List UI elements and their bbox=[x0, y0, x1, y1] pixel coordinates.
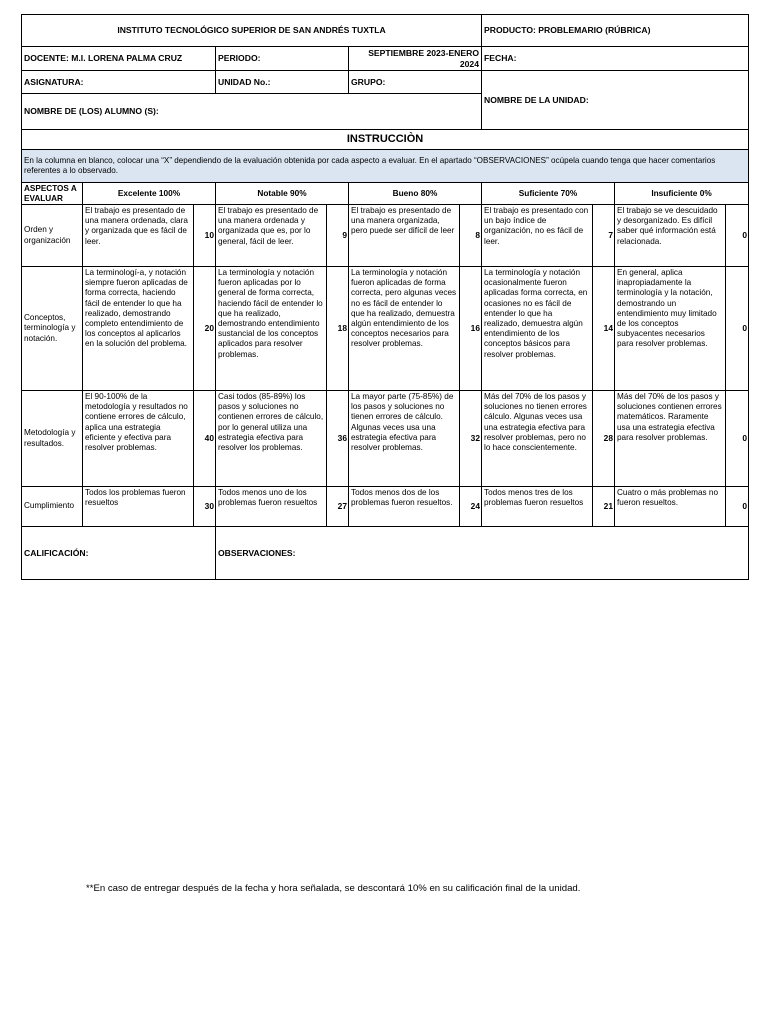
score-cell: 40 bbox=[194, 391, 216, 487]
rubric-sheet bbox=[21, 14, 748, 580]
descriptor-cell: La terminología y notación fueron aplicadas de forma correcta, pero algunas veces no es fácil de entender lo que ha realizado, demuestra algún entendimiento de los conceptos necesarios para resolver problemas. bbox=[349, 267, 460, 391]
descriptor-cell: Todos menos uno de los problemas fueron resueltos bbox=[216, 487, 327, 527]
score-cell: 16 bbox=[460, 267, 482, 391]
level-header-excelente: Excelente 100% bbox=[83, 183, 216, 205]
level-header-notable: Notable 90% bbox=[216, 183, 349, 205]
grade-label: CALIFICACIÓN: bbox=[22, 527, 216, 580]
descriptor-cell: La terminología y notación ocasionalmente fueron aplicadas forma correcta, en ocasiones no es fácil de entender lo que ha realizado, demuestra algún entendimiento de los conceptos básicos para resolver problemas. bbox=[482, 267, 593, 391]
instruction-title: INSTRUCCIÒN bbox=[22, 130, 749, 150]
institute-name: INSTITUTO TECNOLÓGICO SUPERIOR DE SAN ANDRÉS TUXTLA bbox=[22, 15, 482, 47]
score-cell: 21 bbox=[593, 487, 615, 527]
descriptor-cell: Más del 70% de los pasos y soluciones contienen errores matemáticos. Raramente usa una estrategia efectiva para resolver problemas. bbox=[615, 391, 726, 487]
score-cell: 18 bbox=[327, 267, 349, 391]
score-cell: 24 bbox=[460, 487, 482, 527]
descriptor-cell: La mayor parte (75-85%) de los pasos y soluciones no tienen errores de cálculo. Algunas veces usa una estrategia efectiva para resolver problemas. bbox=[349, 391, 460, 487]
score-cell: 28 bbox=[593, 391, 615, 487]
score-cell: 14 bbox=[593, 267, 615, 391]
observations-label: OBSERVACIONES: bbox=[216, 527, 749, 580]
score-cell: 0 bbox=[726, 267, 749, 391]
criterion-label: Orden y organización bbox=[22, 205, 83, 267]
students-label: NOMBRE DE (LOS) ALUMNO (S): bbox=[22, 94, 482, 130]
score-cell: 20 bbox=[194, 267, 216, 391]
rubric-row-metodologia bbox=[22, 391, 749, 487]
descriptor-cell: La terminología y notación fueron aplicadas por lo general de forma correcta, haciendo fácil de entender lo que ha realizado, demostrando entendimiento sustancial de los conceptos aplicados para resolver problemas. bbox=[216, 267, 327, 391]
product-label: PRODUCTO: PROBLEMARIO (RÚBRICA) bbox=[482, 15, 749, 47]
late-delivery-note: **En caso de entregar después de la fecha y hora señalada, se descontará 10% en su calificación final de la unidad. bbox=[86, 883, 581, 894]
descriptor-cell: El trabajo es presentado de una manera ordenada, clara y organizada que es fácil de leer. bbox=[83, 205, 194, 267]
descriptor-cell: Casi todos (85-89%) los pasos y soluciones no contienen errores de cálculo, por lo general utiliza una estrategia efectiva para resolver los problemas. bbox=[216, 391, 327, 487]
score-cell: 30 bbox=[194, 487, 216, 527]
descriptor-cell: El trabajo es presentado de una manera organizada, pero puede ser difícil de leer bbox=[349, 205, 460, 267]
score-cell: 27 bbox=[327, 487, 349, 527]
unit-name-label: NOMBRE DE LA UNIDAD: bbox=[482, 71, 749, 130]
score-cell: 7 bbox=[593, 205, 615, 267]
level-header-bueno: Bueno 80% bbox=[349, 183, 482, 205]
score-cell: 36 bbox=[327, 391, 349, 487]
criterion-label: Conceptos, terminología y notación. bbox=[22, 267, 83, 391]
descriptor-cell: Todos los problemas fueron resueltos bbox=[83, 487, 194, 527]
descriptor-cell: Todos menos tres de los problemas fueron resueltos bbox=[482, 487, 593, 527]
subject-label: ASIGNATURA: bbox=[22, 71, 216, 94]
descriptor-cell: El 90-100% de la metodología y resultados no contiene errores de cálculo, aplica una estrategia eficiente y efectiva para resolver problemas. bbox=[83, 391, 194, 487]
criterion-label: Metodología y resultados. bbox=[22, 391, 83, 487]
period-label: PERIODO: bbox=[216, 47, 349, 71]
descriptor-cell: El trabajo es presentado con un bajo índice de organización, no es fácil de leer. bbox=[482, 205, 593, 267]
score-cell: 8 bbox=[460, 205, 482, 267]
level-header-suficiente: Suficiente 70% bbox=[482, 183, 615, 205]
score-cell: 9 bbox=[327, 205, 349, 267]
period-value: SEPTIEMBRE 2023-ENERO 2024 bbox=[349, 47, 482, 71]
aspects-header: ASPECTOS A EVALUAR bbox=[22, 183, 83, 205]
rubric-table bbox=[21, 14, 749, 580]
score-cell: 0 bbox=[726, 487, 749, 527]
score-cell: 0 bbox=[726, 391, 749, 487]
descriptor-cell: Todos menos dos de los problemas fueron resueltos. bbox=[349, 487, 460, 527]
score-cell: 0 bbox=[726, 205, 749, 267]
level-header-insuficiente: Insuficiente 0% bbox=[615, 183, 749, 205]
descriptor-cell: El trabajo se ve descuidado y desorganizado. Es difícil saber qué información está relacionada. bbox=[615, 205, 726, 267]
descriptor-cell: El trabajo es presentado de una manera ordenada y organizada que es, por lo general, fácil de leer. bbox=[216, 205, 327, 267]
descriptor-cell: En general, aplica inapropiadamente la terminología y la notación, demostrando un entendimiento muy limitado de los conceptos subyacentes necesarios para resolver problemas. bbox=[615, 267, 726, 391]
instruction-text: En la columna en blanco, colocar una “X” dependiendo de la evaluación obtenida por cada aspecto a evaluar. En el apartado “OBSERVACIONES” ocúpela cuando tenga que hacer comentarios referentes a lo observado. bbox=[22, 150, 749, 183]
unit-number-label: UNIDAD No.: bbox=[216, 71, 349, 94]
score-cell: 32 bbox=[460, 391, 482, 487]
descriptor-cell: La terminologí-a, y notación siempre fueron aplicadas de forma correcta, haciendo fácil de entender lo que ha realizado, demostrando completo entendimiento de los conceptos al aplicarlos en la solución del problema. bbox=[83, 267, 194, 391]
rubric-row-orden bbox=[22, 205, 749, 267]
date-label: FECHA: bbox=[482, 47, 749, 71]
teacher-label: DOCENTE: M.I. LORENA PALMA CRUZ bbox=[22, 47, 216, 71]
criterion-label: Cumplimiento bbox=[22, 487, 83, 527]
group-label: GRUPO: bbox=[349, 71, 482, 94]
descriptor-cell: Más del 70% de los pasos y soluciones no tienen errores cálculo. Algunas veces usa una estrategia efectiva para resolver problemas, pero no lo hace conscientemente. bbox=[482, 391, 593, 487]
rubric-row-conceptos bbox=[22, 267, 749, 391]
score-cell: 10 bbox=[194, 205, 216, 267]
descriptor-cell: Cuatro o más problemas no fueron resueltos. bbox=[615, 487, 726, 527]
rubric-row-cumplimiento bbox=[22, 487, 749, 527]
